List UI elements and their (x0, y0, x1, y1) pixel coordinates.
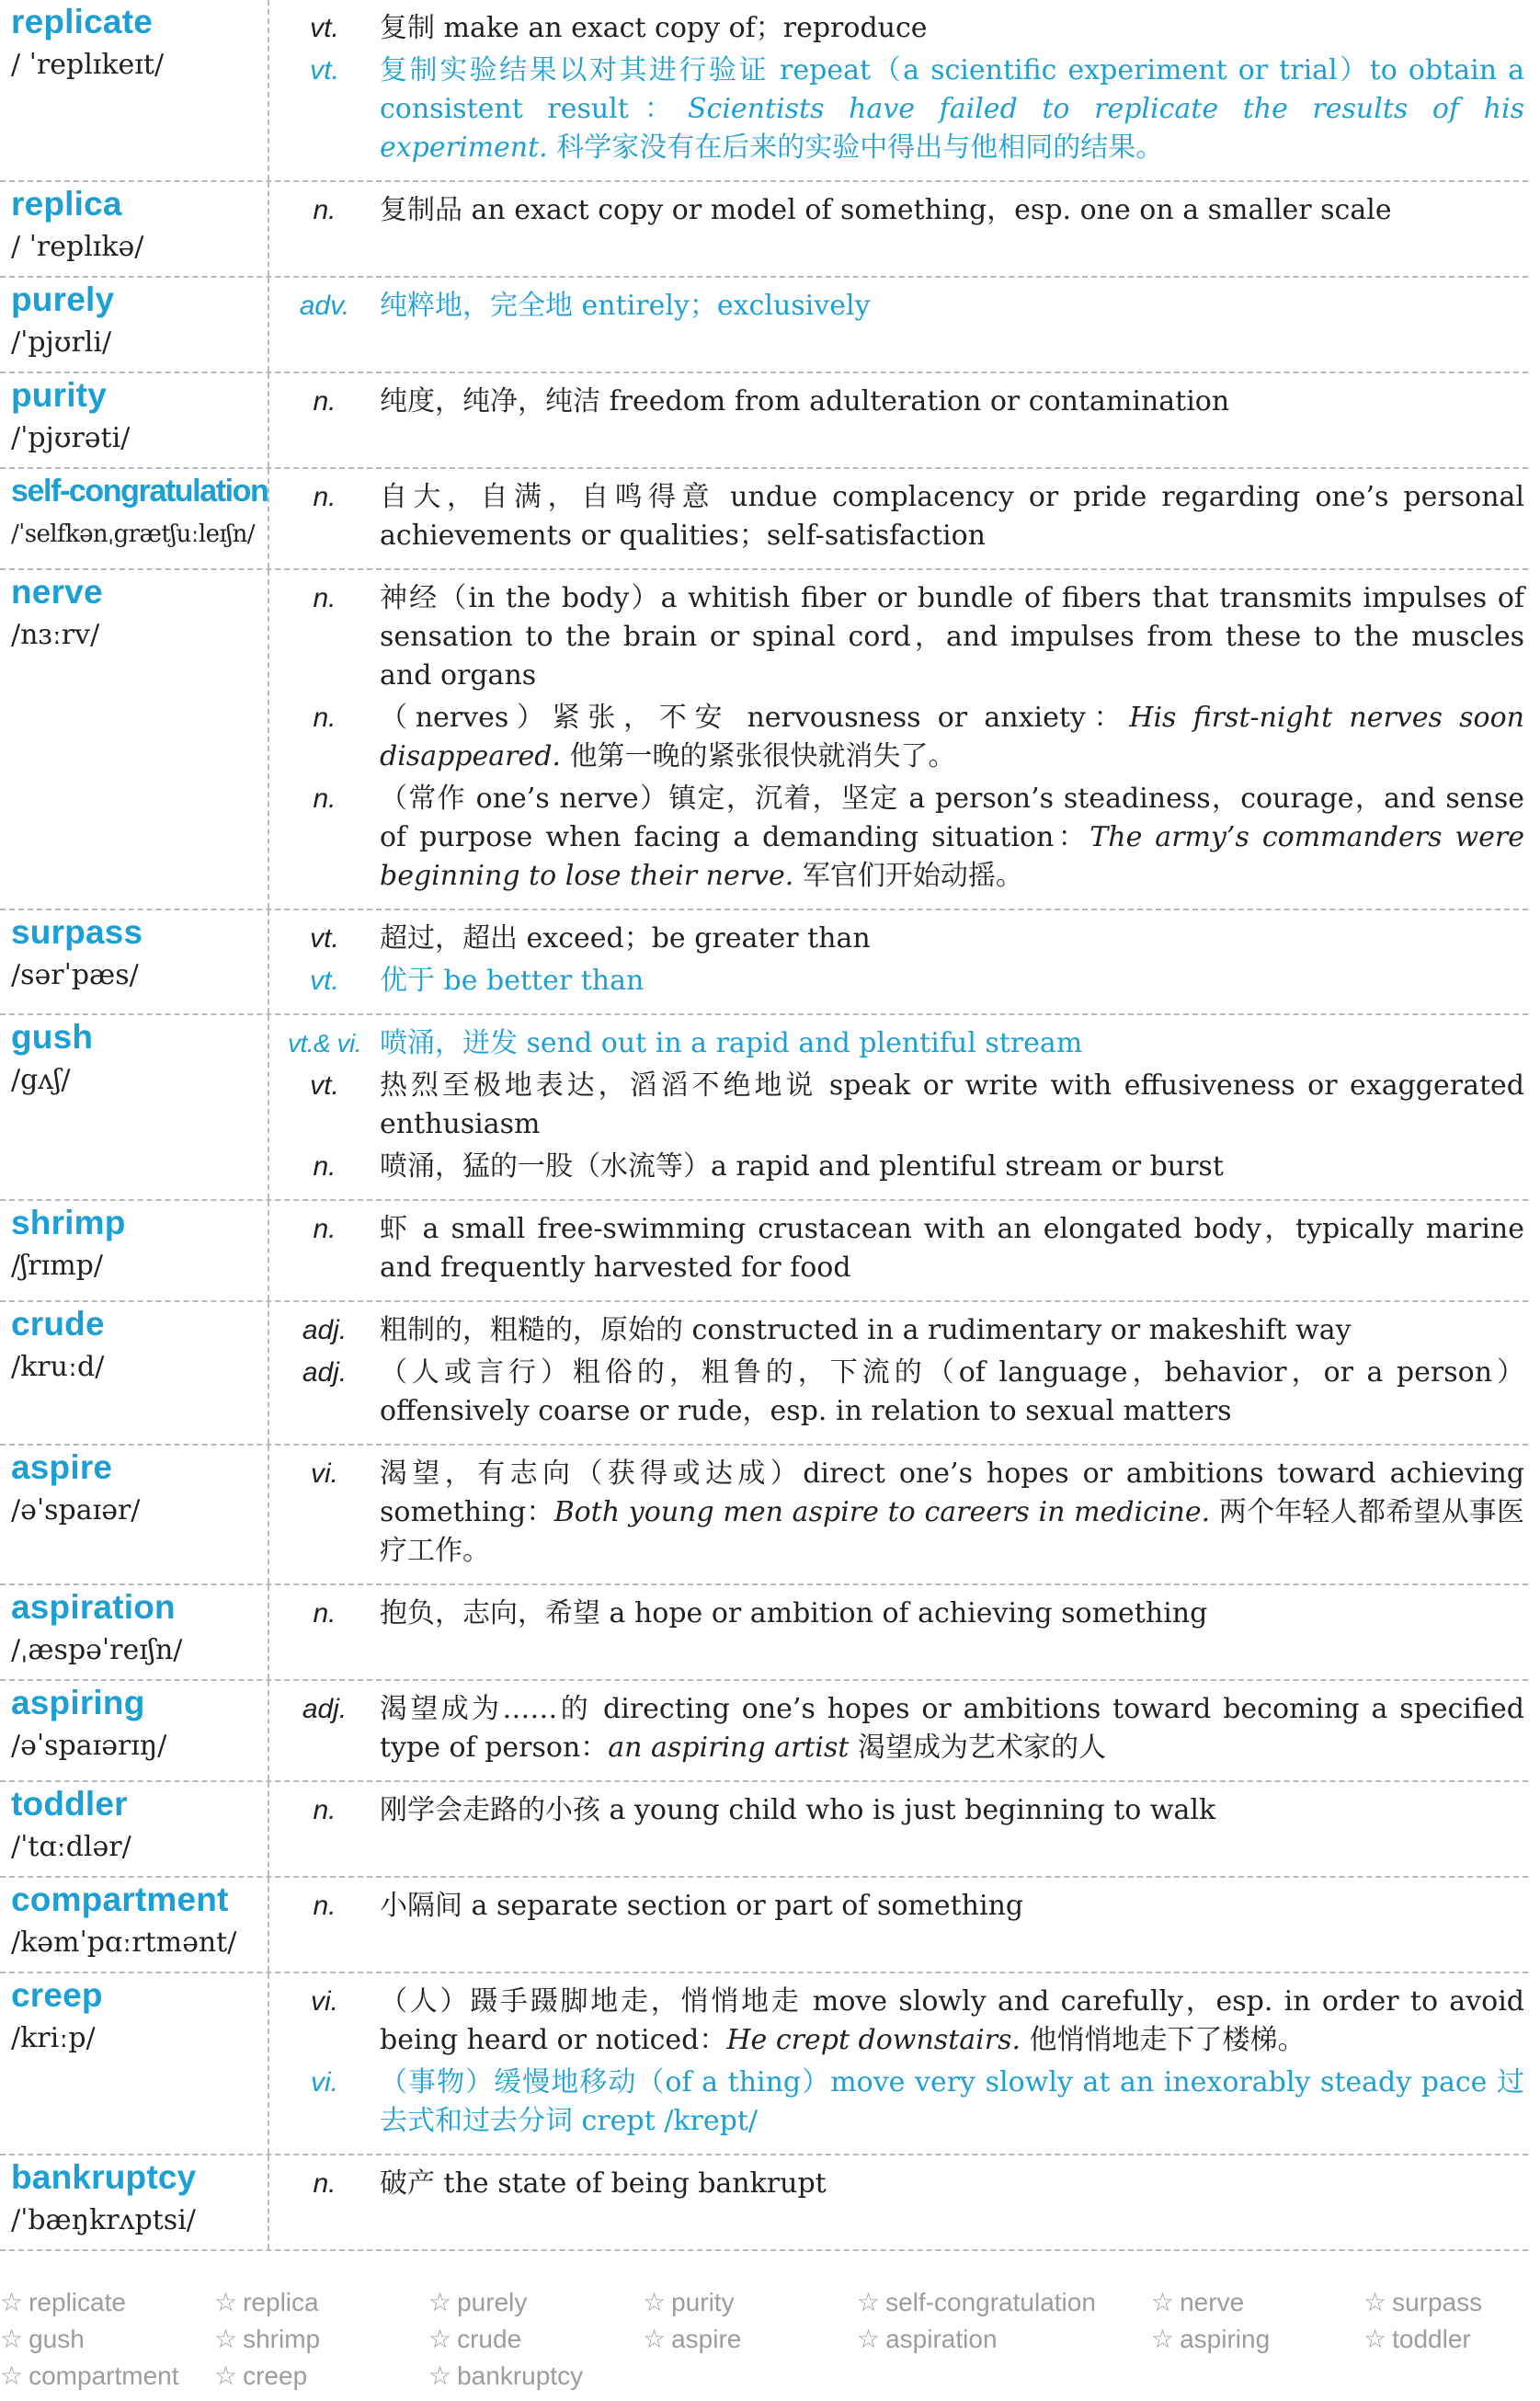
index-word: purely (457, 2288, 528, 2316)
definition-text: 虾 a small free-swimming crustacean with an elongated body，typically marine and frequently harvested for food (380, 1213, 1524, 1284)
index-word: toddler (1392, 2325, 1471, 2353)
definition (380, 1210, 1528, 1287)
headword: purely (11, 280, 115, 318)
star-icon: ☆ (1151, 2288, 1175, 2316)
definition-text: 科学家没有在后来的实验中得出与他相同的结果。 (547, 131, 1164, 164)
index-item-shrimp (214, 2321, 428, 2358)
definition-text: 自大，自满，自鸣得意 undue complacency or pride regarding one’s personal achievements or qualities；self-satisfaction (380, 481, 1524, 552)
example-sentence: Scientists have failed to replicate the results of his experiment. (380, 93, 1524, 164)
entry-gush (0, 1015, 1528, 1201)
definition (380, 1791, 1528, 1830)
definition (380, 383, 1528, 421)
part-of-speech: n. (313, 783, 337, 814)
part-of-speech: n. (313, 1151, 337, 1182)
phonetic: /kruːd/ (11, 1351, 105, 1383)
headword: creep (11, 1976, 103, 2014)
sense (269, 51, 1528, 167)
sense (269, 478, 1528, 555)
definitions-column (269, 1015, 1528, 1199)
entry-aspiration (0, 1585, 1528, 1681)
definition (380, 1148, 1528, 1186)
headword-column (0, 1585, 269, 1679)
index-word: aspiring (1180, 2325, 1271, 2353)
definition-text: 纯度，纯净，纯洁 freedom from adulteration or contamination (380, 385, 1230, 417)
sense (269, 1148, 1528, 1186)
definition (380, 1455, 1528, 1571)
star-icon: ☆ (0, 2288, 24, 2316)
phonetic: /sərˈpæs/ (11, 959, 139, 991)
definitions-column (269, 1585, 1528, 1679)
sense (269, 1354, 1528, 1431)
sense (269, 1791, 1528, 1830)
definition (380, 1887, 1528, 1926)
definitions-column (269, 0, 1528, 180)
definition-text: 复制品 an exact copy or model of something，esp. one on a smaller scale (380, 194, 1392, 226)
definition-text: 喷涌，猛的一股（水流等）a rapid and plentiful stream or burst (380, 1150, 1224, 1183)
entry-purely (0, 278, 1528, 373)
part-of-speech: adv. (299, 291, 350, 321)
index-item-crude (428, 2321, 643, 2358)
index-item-bankruptcy (428, 2358, 643, 2395)
definition-text: 他第一晚的紧张很快就消失了。 (560, 740, 956, 772)
part-of-speech: vi. (311, 1458, 338, 1489)
entry-replica (0, 182, 1528, 278)
part-of-speech: n. (313, 2168, 337, 2199)
index-word: gush (29, 2325, 85, 2353)
entry-bankruptcy (0, 2155, 1528, 2251)
phonetic: /ˈpjʊrəti/ (11, 422, 131, 454)
headword-column (0, 570, 269, 909)
definition-text: 渴望成为……的 directing one’s hopes or ambitions toward becoming a specified type of person： (380, 1693, 1524, 1764)
definition (380, 1311, 1528, 1350)
headword-column (0, 2155, 269, 2249)
definition (380, 287, 1528, 326)
definition-text: 喷涌，迸发 send out in a rapid and plentiful stream (380, 1027, 1083, 1059)
index-item-purity (643, 2284, 857, 2321)
phonetic: /kəmˈpɑːrtmənt/ (11, 1927, 237, 1959)
sense (269, 920, 1528, 958)
index-word: self-congratulation (885, 2288, 1096, 2316)
definition (380, 1024, 1528, 1063)
headword-column (0, 182, 269, 276)
index-word: replica (243, 2288, 319, 2316)
sense (269, 383, 1528, 421)
index-word: surpass (1392, 2288, 1483, 2316)
definition-text: 热烈至极地表达，滔滔不绝地说 speak or write with effusiveness or exaggerated enthusiasm (380, 1069, 1524, 1140)
headword: shrimp (11, 1204, 126, 1241)
sense (269, 191, 1528, 230)
definition (380, 1595, 1528, 1633)
entry-creep (0, 1973, 1528, 2155)
index-item-creep (214, 2358, 428, 2395)
definition (380, 1354, 1528, 1431)
definition-text: 粗制的，粗糙的，原始的 constructed in a rudimentary or makeshift way (380, 1314, 1352, 1346)
headword: surpass (11, 913, 143, 951)
definitions-column (269, 910, 1528, 1013)
example-sentence: Both young men aspire to careers in medicine. (553, 1496, 1211, 1528)
headword-column (0, 1015, 269, 1199)
sense (269, 1455, 1528, 1571)
definitions-column (269, 373, 1528, 467)
entry-replicate (0, 0, 1528, 182)
headword-column (0, 1446, 269, 1584)
entry-self-congratulation (0, 469, 1528, 570)
part-of-speech: vt. (310, 966, 339, 996)
part-of-speech: adj. (302, 1357, 348, 1388)
index-item-aspiration (857, 2321, 1151, 2358)
word-index (0, 2284, 1540, 2395)
headword: replicate (11, 3, 153, 40)
index-word: nerve (1180, 2288, 1245, 2316)
headword-column (0, 0, 269, 180)
part-of-speech: adj. (302, 1315, 348, 1345)
sense (269, 699, 1528, 776)
definition-text: 优于 be better than (380, 965, 645, 997)
entry-nerve (0, 570, 1528, 910)
headword-column (0, 373, 269, 467)
index-word: compartment (29, 2361, 179, 2390)
phonetic: / ˈreplɪkeɪt/ (11, 49, 165, 81)
entry-aspire (0, 1446, 1528, 1585)
definition (380, 1690, 1528, 1767)
sense (269, 1311, 1528, 1350)
headword: purity (11, 376, 107, 414)
part-of-speech: vi. (311, 1986, 338, 2017)
part-of-speech: n. (313, 583, 337, 613)
sense (269, 1210, 1528, 1287)
phonetic: /nɜːrv/ (11, 619, 100, 651)
definition-text: （常作 one’s nerve）镇定，沉着，坚定 a person’s steadiness，courage，and sense of purpose when facing a demanding situation： (380, 783, 1524, 853)
definition-text: 抱负，志向，希望 a hope or ambition of achieving something (380, 1597, 1208, 1629)
entry-compartment (0, 1878, 1528, 1973)
part-of-speech: vt. (310, 13, 339, 43)
sense (269, 9, 1528, 48)
star-icon: ☆ (857, 2325, 881, 2353)
definition (380, 191, 1528, 230)
index-word: shrimp (243, 2325, 321, 2353)
part-of-speech: vt.& vi. (287, 1029, 361, 1058)
star-icon: ☆ (214, 2361, 238, 2390)
headword-column (0, 1201, 269, 1300)
definition (380, 780, 1528, 896)
entry-surpass (0, 910, 1528, 1015)
part-of-speech: n. (313, 1795, 337, 1825)
definition-text: 复制实验结果以对其进行验证 repeat（a scientific experiment or trial）to obtain a consistent result： (380, 54, 1524, 125)
headword: compartment (11, 1881, 229, 1918)
headword: self-congratulation (11, 474, 268, 509)
index-word: crude (457, 2325, 522, 2353)
definitions-column (269, 1446, 1528, 1584)
star-icon: ☆ (428, 2288, 452, 2316)
definitions-column (269, 1782, 1528, 1876)
definition-text: 破产 the state of being bankrupt (380, 2167, 827, 2200)
sense (269, 1595, 1528, 1633)
part-of-speech: n. (313, 482, 337, 512)
star-icon: ☆ (428, 2361, 452, 2390)
part-of-speech: n. (313, 386, 337, 417)
definition-text: 渴望，有志向（获得或达成）direct one’s hopes or ambitions toward achieving something： (380, 1458, 1524, 1528)
definition (380, 699, 1528, 776)
phonetic: /əˈspaɪər/ (11, 1494, 141, 1526)
headword-column (0, 278, 269, 372)
definitions-column (269, 1681, 1528, 1780)
sense (269, 1067, 1528, 1144)
star-icon: ☆ (0, 2361, 24, 2390)
star-icon: ☆ (1363, 2325, 1387, 2353)
definition (380, 579, 1528, 695)
star-icon: ☆ (857, 2288, 881, 2316)
part-of-speech: vt. (310, 923, 339, 954)
sense (269, 1983, 1528, 2060)
headword-column (0, 469, 269, 568)
definition-text: （人或言行）粗俗的，粗鲁的，下流的（of language，behavior，or a person）offensively coarse or rude，esp. in relation to sexual matters (380, 1356, 1524, 1427)
phonetic: /ˈselfkənˌgrætʃuːleɪʃn/ (11, 520, 255, 548)
definition-text: 渴望成为艺术家的人 (849, 1732, 1106, 1764)
headword-column (0, 910, 269, 1013)
definition (380, 9, 1528, 48)
star-icon: ☆ (1151, 2325, 1175, 2353)
phonetic: /əˈspaɪərɪŋ/ (11, 1730, 167, 1762)
definition-text: 纯粹地，完全地 entirely；exclusively (380, 290, 871, 322)
phonetic: /ˌæspəˈreɪʃn/ (11, 1634, 183, 1666)
index-item-toddler (1363, 2321, 1540, 2358)
part-of-speech: n. (313, 703, 337, 733)
entry-purity (0, 373, 1528, 469)
sense (269, 962, 1528, 1000)
sense (269, 2064, 1528, 2141)
definition (380, 51, 1528, 167)
part-of-speech: vi. (311, 2067, 338, 2098)
definition-text: 他悄悄地走下了楼梯。 (1021, 2024, 1306, 2056)
phonetic: / ˈreplɪkə/ (11, 231, 144, 263)
headword: aspiring (11, 1684, 145, 1721)
phonetic: /ˈtɑːdlər/ (11, 1831, 131, 1863)
entry-shrimp (0, 1201, 1528, 1302)
star-icon: ☆ (214, 2325, 238, 2353)
part-of-speech: vt. (310, 1070, 339, 1101)
index-word: aspiration (885, 2325, 998, 2353)
definitions-column (269, 570, 1528, 909)
definition-text: 神经（in the body）a whitish fiber or bundle of fibers that transmits impulses of sensation to the brain or spinal cord，and impulses from these to the muscles and organs (380, 582, 1524, 692)
phonetic: /ˈpjʊrli/ (11, 326, 112, 359)
definition-text: 刚学会走路的小孩 a young child who is just beginning to walk (380, 1794, 1216, 1826)
index-item-compartment (0, 2358, 214, 2395)
phonetic: /kriːp/ (11, 2022, 96, 2054)
index-item-self-congratulation (857, 2284, 1151, 2321)
phonetic: /gʌʃ/ (11, 1064, 71, 1096)
definition (380, 1983, 1528, 2060)
entry-aspiring (0, 1681, 1528, 1782)
definition-text: 复制 make an exact copy of；reproduce (380, 12, 928, 44)
headword-column (0, 1302, 269, 1444)
headword-column (0, 1973, 269, 2154)
star-icon: ☆ (1363, 2288, 1387, 2316)
index-word: purity (671, 2288, 735, 2316)
index-item-replica (214, 2284, 428, 2321)
sense (269, 579, 1528, 695)
index-word: bankruptcy (457, 2361, 584, 2390)
headword: toddler (11, 1785, 128, 1823)
part-of-speech: n. (313, 195, 337, 225)
index-item-aspiring (1151, 2321, 1363, 2358)
part-of-speech: n. (313, 1891, 337, 1921)
definitions-column (269, 1201, 1528, 1300)
index-item-replicate (0, 2284, 214, 2321)
definition-text: 两个年轻人都希望从事医疗工作。 (380, 1496, 1524, 1567)
headword: bankruptcy (11, 2158, 197, 2196)
phonetic: /ˈbæŋkrʌptsi/ (11, 2204, 196, 2236)
definitions-column (269, 1973, 1528, 2154)
phonetic: /ʃrɪmp/ (11, 1250, 103, 1282)
headword: aspiration (11, 1588, 176, 1626)
headword: nerve (11, 573, 103, 611)
definitions-column (269, 1302, 1528, 1444)
index-item-surpass (1363, 2284, 1540, 2321)
sense (269, 1690, 1528, 1767)
part-of-speech: n. (313, 1598, 337, 1629)
definition (380, 2165, 1528, 2203)
definition-text: 超过，超出 exceed；be greater than (380, 922, 871, 955)
definition-text: （nerves）紧张，不安 nervousness or anxiety： (380, 702, 1130, 734)
star-icon: ☆ (428, 2325, 452, 2353)
sense (269, 1024, 1528, 1063)
headword-column (0, 1782, 269, 1876)
star-icon: ☆ (643, 2288, 667, 2316)
index-word: aspire (671, 2325, 742, 2353)
part-of-speech: vt. (310, 55, 339, 86)
sense (269, 1887, 1528, 1926)
part-of-speech: adj. (302, 1694, 348, 1724)
definition (380, 962, 1528, 1000)
definition-text: 小隔间 a separate section or part of something (380, 1890, 1024, 1922)
part-of-speech: n. (313, 1214, 337, 1244)
entry-crude (0, 1302, 1528, 1446)
definition-text: 军官们开始动摇。 (793, 860, 1023, 892)
definitions-column (269, 182, 1528, 276)
sense (269, 780, 1528, 896)
star-icon: ☆ (0, 2325, 24, 2353)
definition (380, 920, 1528, 958)
definitions-column (269, 278, 1528, 372)
example-sentence: His first-night nerves soon disappeared. (380, 702, 1524, 772)
headword-column (0, 1681, 269, 1780)
star-icon: ☆ (214, 2288, 238, 2316)
headword: gush (11, 1018, 94, 1056)
headword: replica (11, 185, 122, 223)
definition (380, 1067, 1528, 1144)
definitions-column (269, 2155, 1528, 2249)
example-sentence: The army’s commanders were beginning to lose their nerve. (380, 821, 1524, 892)
index-item-purely (428, 2284, 643, 2321)
headword: crude (11, 1305, 105, 1343)
star-icon: ☆ (643, 2325, 667, 2353)
index-word: creep (243, 2361, 308, 2390)
index-item-gush (0, 2321, 214, 2358)
index-word: replicate (29, 2288, 126, 2316)
definitions-column (269, 469, 1528, 568)
sense (269, 2165, 1528, 2203)
definitions-column (269, 1878, 1528, 1972)
index-item-aspire (643, 2321, 857, 2358)
entry-toddler (0, 1782, 1528, 1878)
headword: aspire (11, 1448, 113, 1486)
definition-text: （人）蹑手蹑脚地走，悄悄地走 move slowly and carefully，esp. in order to avoid being heard or noticed： (380, 1985, 1524, 2056)
definition-text: （事物）缓慢地移动（of a thing）move very slowly at an inexorably steady pace 过去式和过去分词 crept /krept/ (380, 2066, 1524, 2137)
definition (380, 2064, 1528, 2141)
headword-column (0, 1878, 269, 1972)
index-item-nerve (1151, 2284, 1363, 2321)
definition (380, 478, 1528, 555)
example-sentence: He crept downstairs. (726, 2024, 1021, 2056)
sense (269, 287, 1528, 326)
example-sentence: an aspiring artist (608, 1732, 850, 1764)
